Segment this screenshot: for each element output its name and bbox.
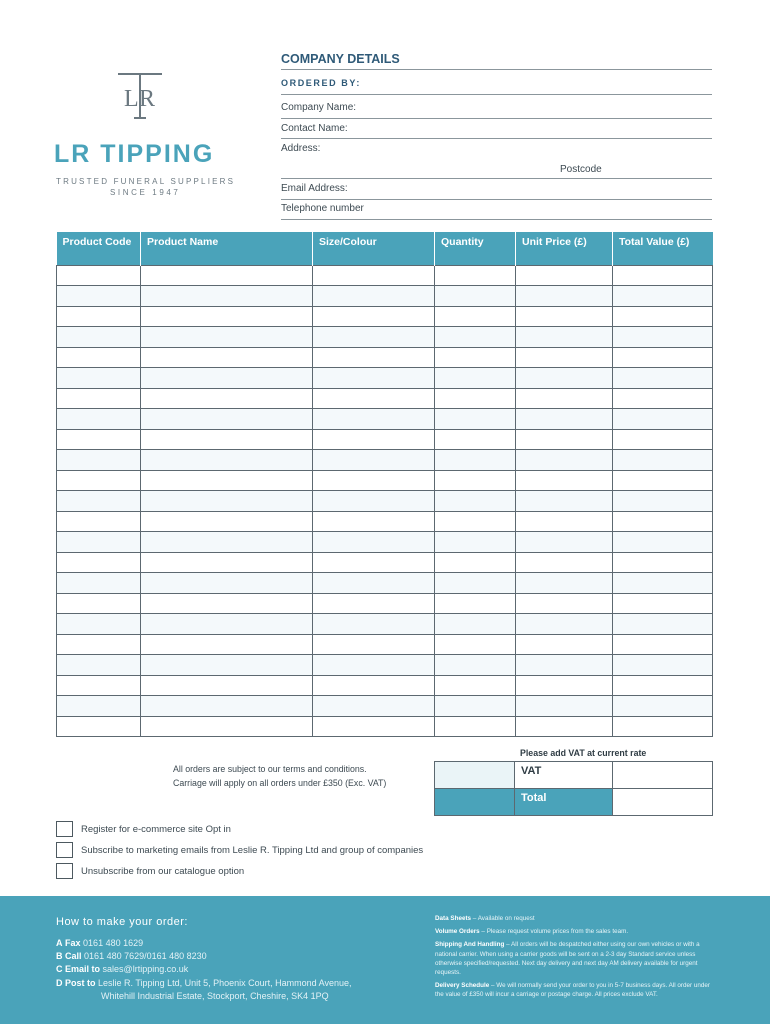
field-underline <box>281 178 712 179</box>
cell-total-value[interactable] <box>613 265 713 286</box>
table-row <box>57 409 713 430</box>
cell-product-code[interactable] <box>57 306 141 327</box>
cell-product-name[interactable] <box>141 675 313 696</box>
cell-product-code[interactable] <box>57 532 141 553</box>
cell-product-name[interactable] <box>141 532 313 553</box>
order-table-body <box>57 265 713 737</box>
order-table-header <box>57 232 713 265</box>
vat-spacer-cell <box>435 762 515 789</box>
table-row <box>57 450 713 471</box>
cell-product-code[interactable] <box>57 491 141 512</box>
cell-total-value[interactable] <box>613 532 713 553</box>
cell-product-name[interactable] <box>141 593 313 614</box>
cell-quantity[interactable] <box>435 286 516 307</box>
cell-product-code[interactable] <box>57 265 141 286</box>
post-key: D <box>56 978 63 988</box>
cell-unit-price[interactable] <box>516 593 613 614</box>
checkbox-label: Unsubscribe from our catalogue option <box>81 865 245 877</box>
cell-total-value[interactable] <box>613 347 713 368</box>
cell-quantity[interactable] <box>435 511 516 532</box>
cell-unit-price[interactable] <box>516 552 613 573</box>
field-underline <box>281 138 712 139</box>
cell-size-colour[interactable] <box>313 675 435 696</box>
cell-unit-price[interactable] <box>516 306 613 327</box>
cell-size-colour[interactable] <box>313 573 435 594</box>
fax-number: 0161 480 1629 <box>83 938 144 948</box>
total-label: Total <box>515 789 613 816</box>
fax-key: A <box>56 938 63 948</box>
cell-total-value[interactable] <box>613 409 713 430</box>
cell-quantity[interactable] <box>435 388 516 409</box>
note-text: – Please request volume prices from the sales team. <box>479 928 629 936</box>
call-line <box>56 951 207 961</box>
cell-size-colour[interactable] <box>313 696 435 717</box>
cell-total-value[interactable] <box>613 286 713 307</box>
cell-unit-price[interactable] <box>516 450 613 471</box>
email-label: Email to <box>65 964 101 974</box>
post-label: Post to <box>65 978 96 988</box>
cell-quantity[interactable] <box>435 409 516 430</box>
cell-quantity[interactable] <box>435 265 516 286</box>
note-text: – We will normally send your order to you in 5-7 business days. All order under the value of £350 will incur a carriage or postage charge. All prices exclude VAT. <box>435 982 710 999</box>
header-product-code: Product Code <box>57 232 141 265</box>
table-row <box>57 634 713 655</box>
cell-product-name[interactable] <box>141 614 313 635</box>
cell-product-code[interactable] <box>57 388 141 409</box>
postcode-field[interactable]: Postcode <box>560 164 602 175</box>
cell-unit-price[interactable] <box>516 696 613 717</box>
cell-product-code[interactable] <box>57 327 141 348</box>
ordered-by-label: ORDERED BY: <box>281 78 361 88</box>
cell-product-name[interactable] <box>141 552 313 573</box>
cell-unit-price[interactable] <box>516 409 613 430</box>
cell-unit-price[interactable] <box>516 265 613 286</box>
cell-size-colour[interactable] <box>313 388 435 409</box>
table-row <box>57 368 713 389</box>
cell-product-code[interactable] <box>57 429 141 450</box>
cell-product-name[interactable] <box>141 265 313 286</box>
table-row <box>57 491 713 512</box>
subscribe-marketing-option[interactable] <box>56 842 423 858</box>
cell-total-value[interactable] <box>613 429 713 450</box>
cell-total-value[interactable] <box>613 593 713 614</box>
vat-row <box>435 762 713 789</box>
cell-size-colour[interactable] <box>313 450 435 471</box>
cell-quantity[interactable] <box>435 306 516 327</box>
lr-monogram-icon <box>115 70 165 122</box>
fax-line <box>56 938 143 948</box>
cell-quantity[interactable] <box>435 552 516 573</box>
svg-text:R: R <box>139 86 156 112</box>
post-address-line-2 <box>101 991 329 1001</box>
note-heading: Volume Orders <box>435 928 480 936</box>
cell-size-colour[interactable] <box>313 532 435 553</box>
terms-line: All orders are subject to our terms and conditions. <box>173 764 367 774</box>
table-row <box>57 716 713 737</box>
cell-unit-price[interactable] <box>516 470 613 491</box>
table-row <box>57 593 713 614</box>
cell-unit-price[interactable] <box>516 573 613 594</box>
cell-quantity[interactable] <box>435 470 516 491</box>
email-line <box>56 964 188 974</box>
cell-quantity[interactable] <box>435 347 516 368</box>
cell-quantity[interactable] <box>435 491 516 512</box>
cell-quantity[interactable] <box>435 655 516 676</box>
company-details-title: COMPANY DETAILS <box>281 52 400 66</box>
call-label: Call <box>65 951 82 961</box>
cell-total-value[interactable] <box>613 634 713 655</box>
cell-unit-price[interactable] <box>516 675 613 696</box>
table-row <box>57 696 713 717</box>
table-row <box>57 347 713 368</box>
email-link[interactable]: sales@lrtipping.co.uk <box>102 964 189 974</box>
cell-quantity[interactable] <box>435 634 516 655</box>
unsubscribe-catalogue-option[interactable] <box>56 863 244 879</box>
cell-total-value[interactable] <box>613 450 713 471</box>
cell-total-value[interactable] <box>613 655 713 676</box>
cell-size-colour[interactable] <box>313 470 435 491</box>
post-line <box>56 978 352 988</box>
email-key: C <box>56 964 63 974</box>
cell-total-value[interactable] <box>613 614 713 635</box>
cell-total-value[interactable] <box>613 573 713 594</box>
total-value-cell[interactable] <box>613 789 713 816</box>
table-row <box>57 470 713 491</box>
cell-product-code[interactable] <box>57 347 141 368</box>
post-address: Leslie R. Tipping Ltd, Unit 5, Phoenix Court, Hammond Avenue, <box>98 978 352 988</box>
fax-label: Fax <box>65 938 81 948</box>
post-address-2: Whitehill Industrial Estate, Stockport, Cheshire, SK4 1PQ <box>101 991 329 1001</box>
note-text: – All orders will be despatched either using our own vehicles or with a national carrier. When using a carrier goods will be sent on a 2-3 day Standard service unless otherwise specified/requested. Next day delivery and next day AM delivery available for urgent requests. <box>435 941 700 977</box>
cell-product-name[interactable] <box>141 470 313 491</box>
cell-size-colour[interactable] <box>313 511 435 532</box>
cell-size-colour[interactable] <box>313 409 435 430</box>
note-data-sheets <box>435 914 715 923</box>
opt-in-ecommerce-option[interactable] <box>56 821 231 837</box>
cell-unit-price[interactable] <box>516 491 613 512</box>
cell-product-code[interactable] <box>57 470 141 491</box>
cell-total-value[interactable] <box>613 675 713 696</box>
table-row <box>57 532 713 553</box>
how-to-order-title: How to make your order: <box>56 916 188 928</box>
call-number: 0161 480 7629/0161 480 8230 <box>84 951 207 961</box>
cell-quantity[interactable] <box>435 327 516 348</box>
cell-quantity[interactable] <box>435 450 516 471</box>
note-heading: Data Sheets <box>435 915 472 922</box>
checkbox[interactable] <box>56 821 73 837</box>
table-row <box>57 552 713 573</box>
call-key: B <box>56 951 63 961</box>
cell-quantity[interactable] <box>435 675 516 696</box>
divider <box>281 94 712 95</box>
cell-total-value[interactable] <box>613 696 713 717</box>
cell-unit-price[interactable] <box>516 716 613 737</box>
svg-text:L: L <box>124 86 139 112</box>
cell-unit-price[interactable] <box>516 429 613 450</box>
divider <box>281 69 712 70</box>
cell-product-code[interactable] <box>57 573 141 594</box>
brand-tagline: TRUSTED FUNERAL SUPPLIERS <box>56 177 236 186</box>
field-underline <box>281 118 712 119</box>
header-size-colour: Size/Colour <box>313 232 435 265</box>
cell-product-name[interactable] <box>141 368 313 389</box>
cell-product-name[interactable] <box>141 388 313 409</box>
cell-product-code[interactable] <box>57 675 141 696</box>
table-row <box>57 614 713 635</box>
checkbox-label: Register for e-commerce site Opt in <box>81 823 231 835</box>
cell-unit-price[interactable] <box>516 614 613 635</box>
field-underline <box>281 219 712 220</box>
cell-unit-price[interactable] <box>516 511 613 532</box>
cell-quantity[interactable] <box>435 532 516 553</box>
cell-size-colour[interactable] <box>313 716 435 737</box>
table-row <box>57 388 713 409</box>
telephone-field[interactable]: Telephone number <box>281 203 364 214</box>
field-underline <box>281 199 712 200</box>
cell-product-code[interactable] <box>57 593 141 614</box>
cell-size-colour[interactable] <box>313 593 435 614</box>
cell-product-name[interactable] <box>141 347 313 368</box>
cell-size-colour[interactable] <box>313 327 435 348</box>
vat-value-cell[interactable] <box>613 762 713 789</box>
cell-unit-price[interactable] <box>516 368 613 389</box>
cell-quantity[interactable] <box>435 716 516 737</box>
cell-unit-price[interactable] <box>516 634 613 655</box>
cell-size-colour[interactable] <box>313 286 435 307</box>
cell-product-name[interactable] <box>141 306 313 327</box>
cell-product-code[interactable] <box>57 286 141 307</box>
table-row <box>57 511 713 532</box>
cell-total-value[interactable] <box>613 327 713 348</box>
cell-total-value[interactable] <box>613 306 713 327</box>
cell-product-name[interactable] <box>141 573 313 594</box>
address-field[interactable]: Address: <box>281 143 321 154</box>
cell-total-value[interactable] <box>613 491 713 512</box>
cell-product-name[interactable] <box>141 450 313 471</box>
cell-size-colour[interactable] <box>313 655 435 676</box>
checkbox[interactable] <box>56 863 73 879</box>
cell-unit-price[interactable] <box>516 286 613 307</box>
cell-product-name[interactable] <box>141 491 313 512</box>
carriage-line: Carriage will apply on all orders under £350 (Exc. VAT) <box>173 778 387 788</box>
table-row <box>57 429 713 450</box>
cell-quantity[interactable] <box>435 696 516 717</box>
cell-total-value[interactable] <box>613 368 713 389</box>
note-shipping <box>435 940 715 977</box>
cell-product-name[interactable] <box>141 327 313 348</box>
company-name-field[interactable]: Company Name: <box>281 102 357 113</box>
cell-size-colour[interactable] <box>313 265 435 286</box>
cell-quantity[interactable] <box>435 429 516 450</box>
cell-quantity[interactable] <box>435 573 516 594</box>
footer-notes <box>435 914 715 1004</box>
cell-size-colour[interactable] <box>313 552 435 573</box>
cell-quantity[interactable] <box>435 614 516 635</box>
total-row <box>435 789 713 816</box>
cell-product-name[interactable] <box>141 286 313 307</box>
note-delivery <box>435 981 715 999</box>
cell-size-colour[interactable] <box>313 429 435 450</box>
note-text: – Available on request <box>471 915 535 922</box>
cell-unit-price[interactable] <box>516 347 613 368</box>
cell-size-colour[interactable] <box>313 614 435 635</box>
cell-unit-price[interactable] <box>516 655 613 676</box>
cell-size-colour[interactable] <box>313 347 435 368</box>
order-table <box>56 232 713 737</box>
cell-product-name[interactable] <box>141 634 313 655</box>
table-row <box>57 655 713 676</box>
header-unit-price: Unit Price (£) <box>516 232 613 265</box>
cell-size-colour[interactable] <box>313 491 435 512</box>
cell-total-value[interactable] <box>613 716 713 737</box>
cell-unit-price[interactable] <box>516 532 613 553</box>
cell-product-code[interactable] <box>57 450 141 471</box>
cell-product-name[interactable] <box>141 511 313 532</box>
cell-product-name[interactable] <box>141 429 313 450</box>
cell-unit-price[interactable] <box>516 327 613 348</box>
terms-note <box>173 762 386 790</box>
table-row <box>57 306 713 327</box>
cell-total-value[interactable] <box>613 470 713 491</box>
cell-size-colour[interactable] <box>313 368 435 389</box>
table-row <box>57 286 713 307</box>
contact-name-field[interactable]: Contact Name: <box>281 123 348 134</box>
vat-note: Please add VAT at current rate <box>520 748 647 758</box>
cell-product-code[interactable] <box>57 696 141 717</box>
cell-product-name[interactable] <box>141 716 313 737</box>
cell-quantity[interactable] <box>435 593 516 614</box>
cell-product-name[interactable] <box>141 409 313 430</box>
table-row <box>57 327 713 348</box>
table-row <box>57 675 713 696</box>
cell-product-code[interactable] <box>57 655 141 676</box>
cell-product-code[interactable] <box>57 409 141 430</box>
note-volume-orders <box>435 927 715 936</box>
cell-product-code[interactable] <box>57 634 141 655</box>
table-row <box>57 573 713 594</box>
header-product-name: Product Name <box>141 232 313 265</box>
cell-total-value[interactable] <box>613 552 713 573</box>
note-heading: Shipping And Handling <box>435 941 505 949</box>
header-quantity: Quantity <box>435 232 516 265</box>
cell-product-code[interactable] <box>57 511 141 532</box>
table-row <box>57 265 713 286</box>
cell-size-colour[interactable] <box>313 306 435 327</box>
note-heading: Delivery Schedule <box>435 982 490 990</box>
brand-name: LR TIPPING <box>54 140 215 168</box>
email-field[interactable]: Email Address: <box>281 183 348 194</box>
cell-total-value[interactable] <box>613 511 713 532</box>
checkbox-label: Subscribe to marketing emails from Leslie R. Tipping Ltd and group of companies <box>81 844 424 856</box>
total-spacer-cell <box>435 789 515 816</box>
cell-product-code[interactable] <box>57 552 141 573</box>
cell-total-value[interactable] <box>613 388 713 409</box>
cell-product-name[interactable] <box>141 696 313 717</box>
cell-product-name[interactable] <box>141 655 313 676</box>
brand-since: SINCE 1947 <box>110 188 181 197</box>
cell-product-code[interactable] <box>57 368 141 389</box>
cell-unit-price[interactable] <box>516 388 613 409</box>
cell-size-colour[interactable] <box>313 634 435 655</box>
cell-product-code[interactable] <box>57 716 141 737</box>
vat-label: VAT <box>515 762 613 789</box>
header-total-value: Total Value (£) <box>613 232 713 265</box>
cell-quantity[interactable] <box>435 368 516 389</box>
totals-table <box>434 761 713 816</box>
footer <box>0 896 770 1024</box>
cell-product-code[interactable] <box>57 614 141 635</box>
checkbox[interactable] <box>56 842 73 858</box>
